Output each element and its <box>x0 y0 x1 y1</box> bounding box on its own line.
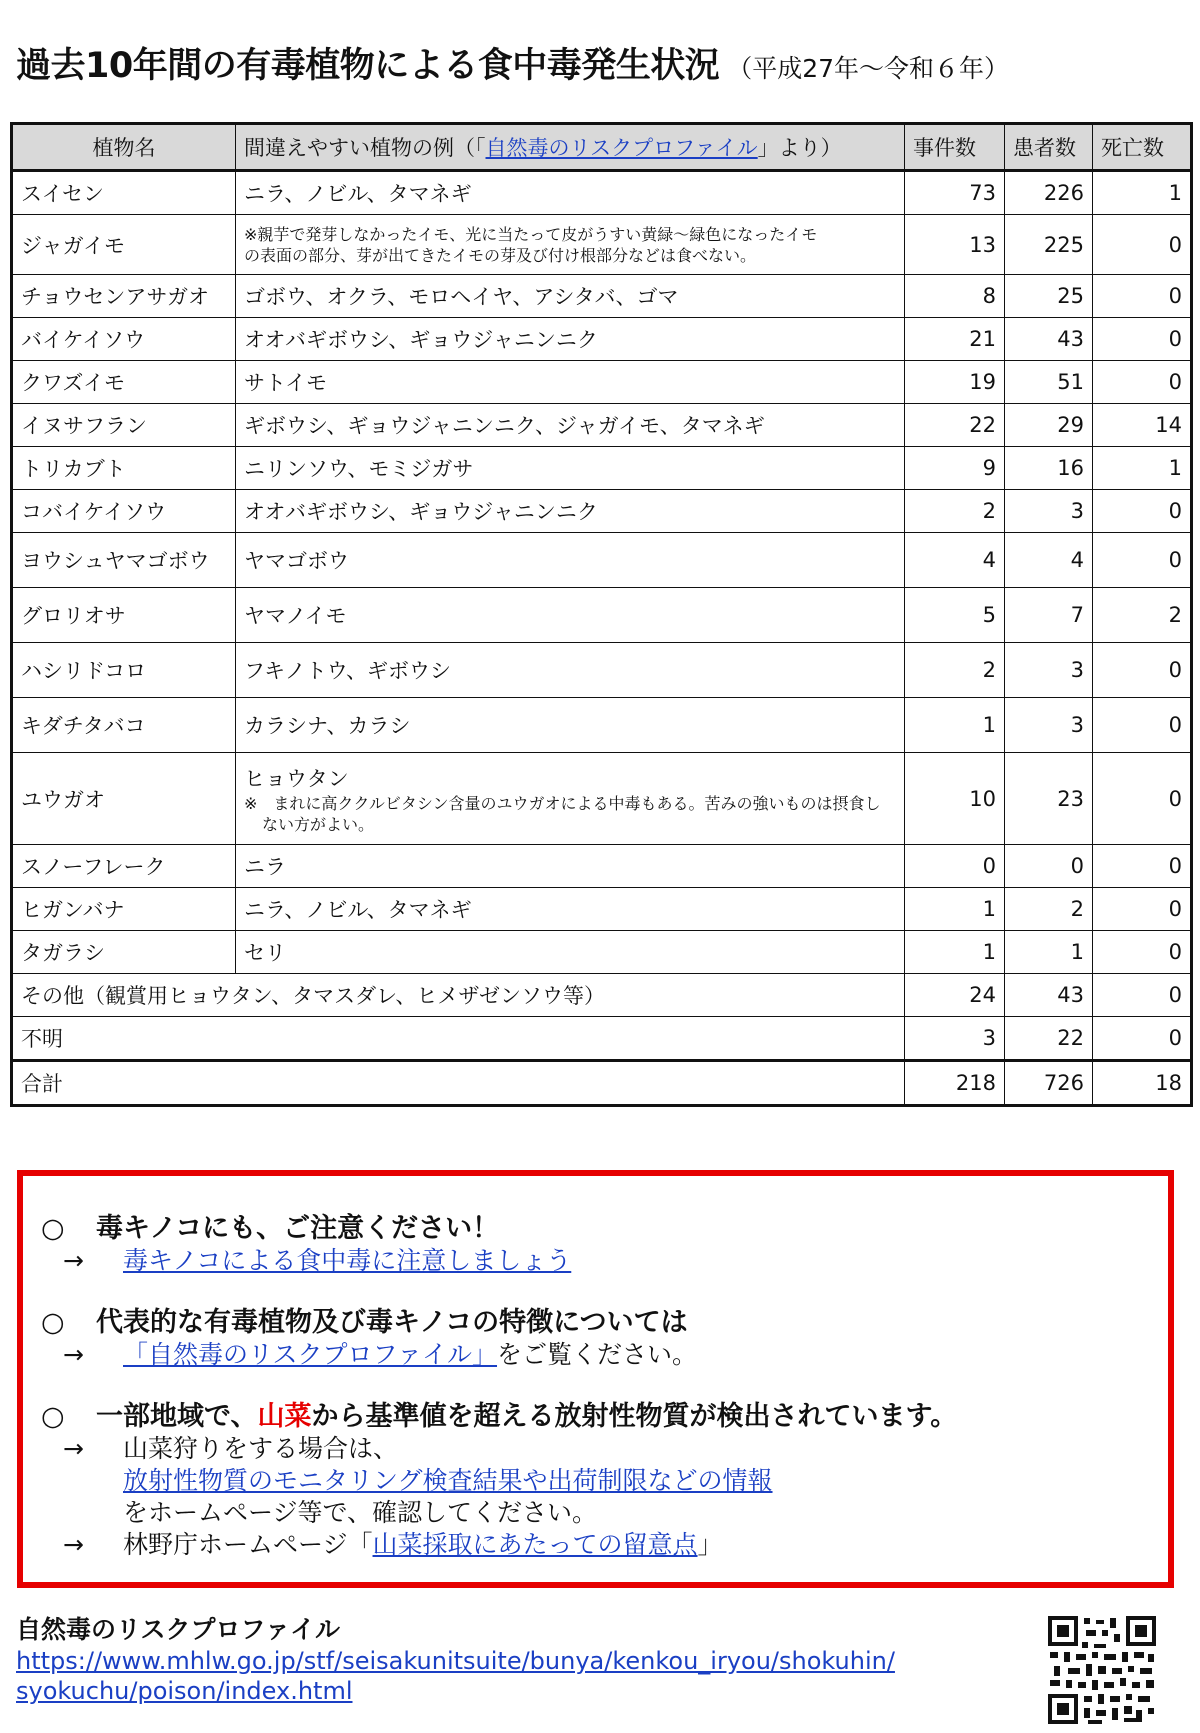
table-row-other: その他（観賞用ヒョウタン、タマスダレ、ヒメザゼンソウ等） 24 43 0 <box>12 974 1192 1017</box>
arrow-icon: → <box>63 1530 84 1559</box>
header-confused-plants: 間違えやすい植物の例（「自然毒のリスクプロファイル」より） <box>236 124 905 171</box>
table-row: コバイケイソウ オオバギボウシ、ギョウジャニンニク 2 3 0 <box>12 490 1192 533</box>
table-row: スノーフレーク ニラ 0 0 0 <box>12 845 1192 888</box>
forestry-agency-link[interactable]: 山菜採取にあたっての留意点 <box>372 1530 698 1559</box>
table-row: スイセン ニラ、ノビル、タマネギ 73 226 1 <box>12 171 1192 215</box>
risk-profile-link[interactable]: 自然毒のリスクプロファイル <box>485 136 758 160</box>
table-row: トリカブト ニリンソウ、モミジガサ 9 16 1 <box>12 447 1192 490</box>
mushroom-section <box>41 1206 571 1277</box>
table-row: キダチタバコ カラシナ、カラシ 1 3 0 <box>12 698 1192 753</box>
table-row: ヒガンバナ ニラ、ノビル、タマネギ 1 2 0 <box>12 888 1192 931</box>
table-row: チョウセンアサガオ ゴボウ、オクラ、モロヘイヤ、アシタバ、ゴマ 8 25 0 <box>12 275 1192 318</box>
highlight-sansai: 山菜 <box>257 1401 312 1432</box>
features-heading: 代表的な有毒植物及び毒キノコの特徴については <box>96 1307 688 1338</box>
footer-title: 自然毒のリスクプロファイル <box>16 1615 341 1644</box>
title-main: 過去10年間の有毒植物による食中毒発生状況 <box>16 46 720 86</box>
header-cases: 事件数 <box>905 124 1005 171</box>
mushroom-poisoning-link[interactable]: 毒キノコによる食中毒に注意しましょう <box>123 1246 572 1275</box>
table-row: グロリオサ ヤマノイモ 5 7 2 <box>12 588 1192 643</box>
arrow-icon: → <box>63 1340 84 1369</box>
footer-url-line-2[interactable]: syokuchu/poison/index.html <box>16 1677 353 1705</box>
arrow-icon: → <box>63 1434 84 1463</box>
page-title <box>16 38 1009 88</box>
table-row-total: 合計 218 726 18 <box>12 1061 1192 1106</box>
features-section: ○ 代表的な有毒植物及び毒キノコの特徴については → 「自然毒のリスクプロファイル」をご覧ください。 <box>41 1307 698 1369</box>
header-patients: 患者数 <box>1005 124 1093 171</box>
bullet-circle-icon: ○ <box>41 1213 65 1244</box>
table-header-row <box>12 124 1192 171</box>
poisoning-table <box>10 122 1193 1107</box>
mushroom-heading: 毒キノコにも、ご注意ください！ <box>96 1213 500 1244</box>
table-row: クワズイモ サトイモ 19 51 0 <box>12 361 1192 404</box>
table-row: バイケイソウ オオバギボウシ、ギョウジャニンニク 21 43 0 <box>12 318 1192 361</box>
table-row: ジャガイモ ※親芋で発芽しなかったイモ、光に当たって皮がうすい黄緑～緑色になったイモ の表面の部分、芽が出てきたイモの芽及び付け根部分などは食べない。 13 225 0 <box>12 215 1192 275</box>
header-deaths: 死亡数 <box>1093 124 1192 171</box>
qr-code-icon <box>1048 1616 1156 1724</box>
table-row: イヌサフラン ギボウシ、ギョウジャニンニク、ジャガイモ、タマネギ 22 29 14 <box>12 404 1192 447</box>
table-row: ユウガオ ヒョウタン ※ まれに高ククルビタシン含量のユウガオによる中毒もある。苦みの強いものは摂食しない方がよい。 10 23 0 <box>12 753 1192 845</box>
arrow-icon: → <box>63 1246 84 1275</box>
table-row: ヨウシュヤマゴボウ ヤマゴボウ 4 4 0 <box>12 533 1192 588</box>
table-row: ハシリドコロ フキノトウ、ギボウシ 2 3 0 <box>12 643 1192 698</box>
footer <box>16 1610 895 1706</box>
header-plant: 植物名 <box>12 124 236 171</box>
table-row-unknown: 不明 3 22 0 <box>12 1017 1192 1061</box>
title-period: （平成27年～令和６年） <box>727 54 1010 83</box>
table-row: タガラシ セリ 1 1 0 <box>12 931 1192 974</box>
bullet-circle-icon: ○ <box>41 1401 65 1432</box>
footer-url-line-1[interactable]: https://www.mhlw.go.jp/stf/seisakunitsuite/bunya/kenkou_iryou/shokuhin/ <box>16 1647 895 1675</box>
risk-profile-notice-link[interactable]: 「自然毒のリスクプロファイル」 <box>123 1340 498 1369</box>
bullet-circle-icon: ○ <box>41 1307 65 1338</box>
radiation-info-link[interactable]: 放射性物質のモニタリング検査結果や出荷制限などの情報 <box>123 1466 773 1495</box>
notice-box <box>17 1170 1174 1588</box>
radiation-section: ○ 一部地域で、山菜から基準値を超える放射性物質が検出されています。 → 山菜狩りをする場合は、 放射性物質のモニタリング検査結果や出荷制限などの情報 をホームページ等で、確認してください。 → 林野庁ホームページ「山菜採取にあたっての留意点」 <box>41 1401 958 1559</box>
